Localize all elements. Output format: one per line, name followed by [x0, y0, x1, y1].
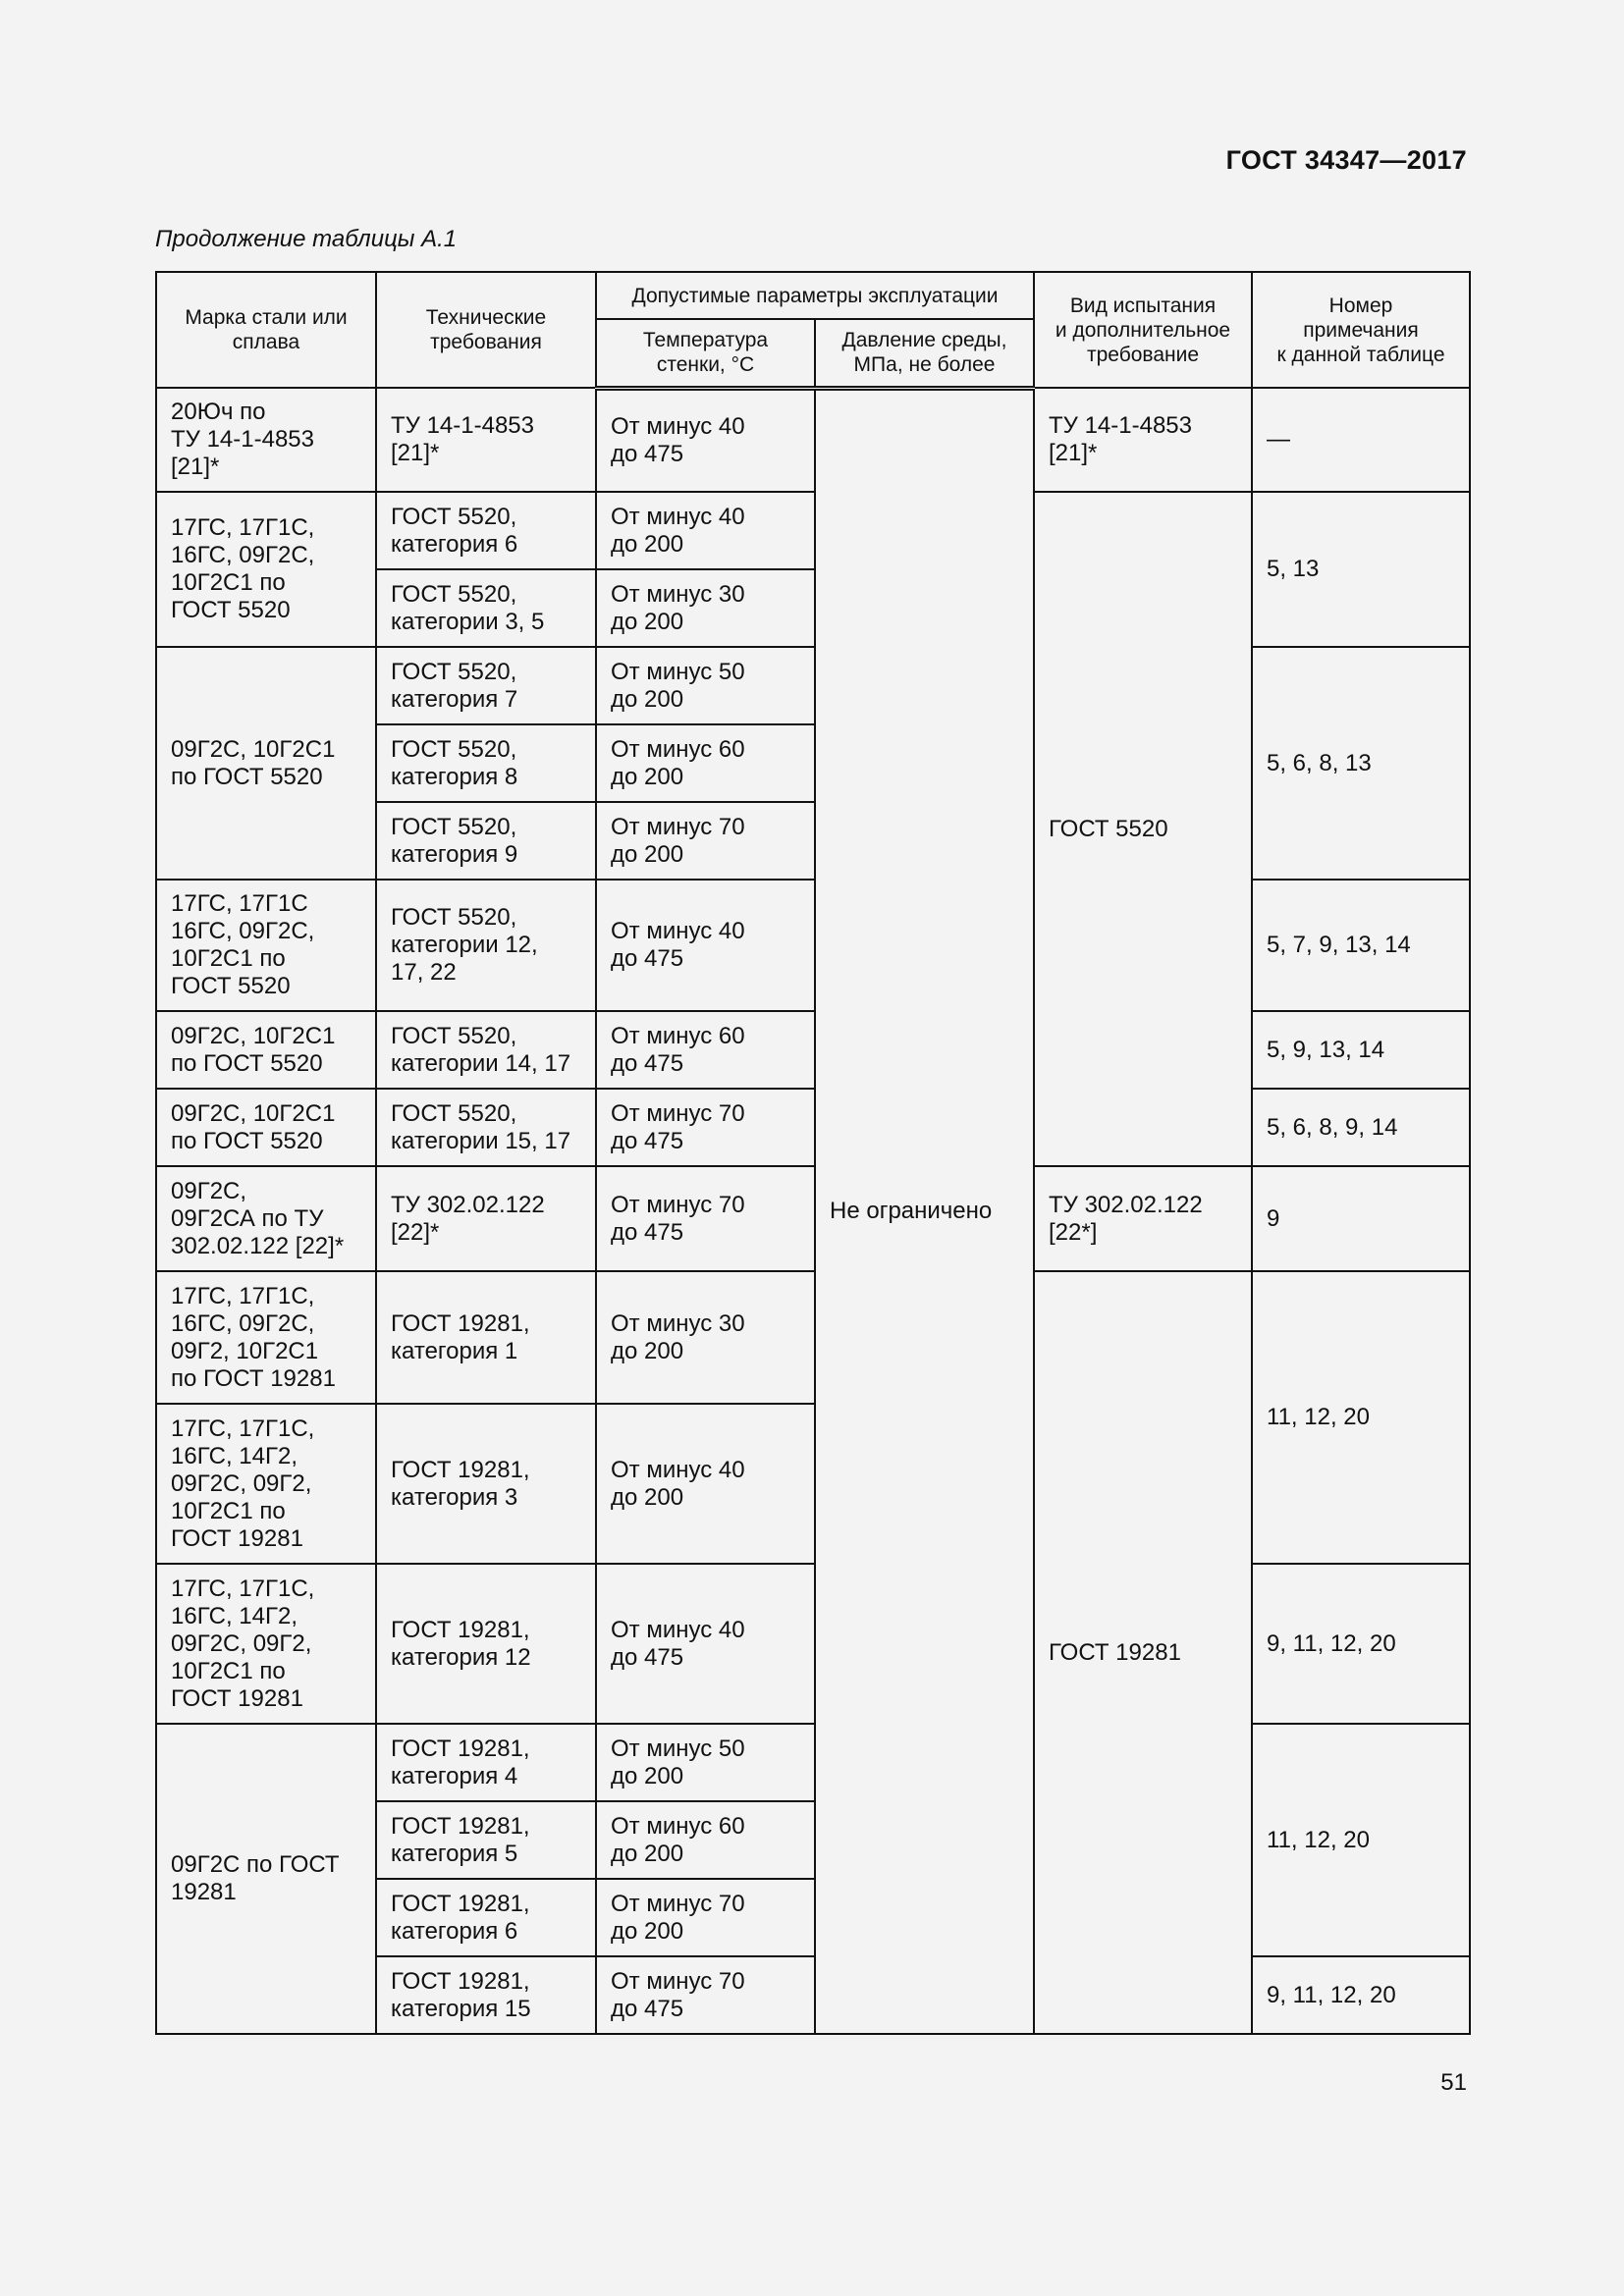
grade-cell: 17ГС, 17Г1С, 16ГС, 14Г2, 09Г2С, 09Г2, 10Г2С1 по ГОСТ 19281	[156, 1564, 376, 1724]
tech-cell: ГОСТ 19281, категория 6	[376, 1879, 596, 1956]
temp-cell: От минус 30 до 200	[596, 569, 815, 647]
table-row	[156, 1089, 1470, 1166]
tech-cell: ТУ 14-1-4853 [21]*	[376, 388, 596, 492]
pressure-cell: Не ограничено	[815, 388, 1034, 2034]
tech-cell: ГОСТ 5520, категории 14, 17	[376, 1011, 596, 1089]
note-cell: 5, 6, 8, 9, 14	[1252, 1089, 1470, 1166]
tech-cell: ГОСТ 19281, категория 15	[376, 1956, 596, 2034]
note-cell: 5, 13	[1252, 492, 1470, 647]
table-row	[156, 647, 1470, 724]
page-number: 51	[1440, 2069, 1467, 2096]
tech-cell: ГОСТ 19281, категория 3	[376, 1404, 596, 1564]
grade-cell: 09Г2С по ГОСТ 19281	[156, 1724, 376, 2034]
table-row	[156, 1271, 1470, 1404]
steel-grades-table	[155, 271, 1471, 2035]
tech-cell: ГОСТ 19281, категория 12	[376, 1564, 596, 1724]
note-cell: 5, 6, 8, 13	[1252, 647, 1470, 880]
table-row	[156, 492, 1470, 569]
temp-cell: От минус 70 до 475	[596, 1956, 815, 2034]
tech-cell: ТУ 302.02.122 [22]*	[376, 1166, 596, 1271]
grade-cell: 09Г2С, 10Г2С1 по ГОСТ 5520	[156, 1011, 376, 1089]
temp-cell: От минус 60 до 200	[596, 1801, 815, 1879]
temp-cell: От минус 60 до 475	[596, 1011, 815, 1089]
temp-cell: От минус 40 до 200	[596, 1404, 815, 1564]
note-cell: 9	[1252, 1166, 1470, 1271]
document-code: ГОСТ 34347—2017	[1225, 145, 1467, 175]
tech-cell: ГОСТ 5520, категория 7	[376, 647, 596, 724]
temp-cell: От минус 70 до 200	[596, 802, 815, 880]
header-note: Номер примечания к данной таблице	[1252, 272, 1470, 388]
temp-cell: От минус 60 до 200	[596, 724, 815, 802]
note-cell: 9, 11, 12, 20	[1252, 1956, 1470, 2034]
tech-cell: ГОСТ 5520, категории 15, 17	[376, 1089, 596, 1166]
temp-cell: От минус 70 до 200	[596, 1879, 815, 1956]
note-cell: 11, 12, 20	[1252, 1271, 1470, 1564]
temp-cell: От минус 40 до 200	[596, 492, 815, 569]
note-cell: 5, 7, 9, 13, 14	[1252, 880, 1470, 1011]
test-cell: ТУ 302.02.122 [22*]	[1034, 1166, 1252, 1271]
table-row	[156, 1011, 1470, 1089]
test-cell: ТУ 14-1-4853 [21]*	[1034, 388, 1252, 492]
table-row	[156, 1724, 1470, 1801]
note-cell: 9, 11, 12, 20	[1252, 1564, 1470, 1724]
table-row	[156, 880, 1470, 1011]
header-tech: Технические требования	[376, 272, 596, 388]
header-grade: Марка стали или сплава	[156, 272, 376, 388]
temp-cell: От минус 40 до 475	[596, 388, 815, 492]
temp-cell: От минус 30 до 200	[596, 1271, 815, 1404]
tech-cell: ГОСТ 5520, категория 6	[376, 492, 596, 569]
grade-cell: 09Г2С, 09Г2СА по ТУ 302.02.122 [22]*	[156, 1166, 376, 1271]
header-row	[156, 272, 1470, 319]
grade-cell: 09Г2С, 10Г2С1 по ГОСТ 5520	[156, 647, 376, 880]
grade-cell: 17ГС, 17Г1С 16ГС, 09Г2С, 10Г2С1 по ГОСТ 5520	[156, 880, 376, 1011]
tech-cell: ГОСТ 5520, категория 9	[376, 802, 596, 880]
temp-cell: От минус 40 до 475	[596, 880, 815, 1011]
temp-cell: От минус 40 до 475	[596, 1564, 815, 1724]
test-cell: ГОСТ 19281	[1034, 1271, 1252, 2034]
header-temp: Температура стенки, °С	[596, 319, 815, 388]
header-params-group: Допустимые параметры эксплуатации	[596, 272, 1034, 319]
table-caption: Продолжение таблицы А.1	[155, 226, 458, 252]
note-cell: 5, 9, 13, 14	[1252, 1011, 1470, 1089]
tech-cell: ГОСТ 5520, категория 8	[376, 724, 596, 802]
tech-cell: ГОСТ 5520, категории 12, 17, 22	[376, 880, 596, 1011]
temp-cell: От минус 70 до 475	[596, 1166, 815, 1271]
tech-cell: ГОСТ 19281, категория 5	[376, 1801, 596, 1879]
grade-cell: 17ГС, 17Г1С, 16ГС, 14Г2, 09Г2С, 09Г2, 10Г2С1 по ГОСТ 19281	[156, 1404, 376, 1564]
note-cell: 11, 12, 20	[1252, 1724, 1470, 1956]
temp-cell: От минус 50 до 200	[596, 647, 815, 724]
grade-cell: 09Г2С, 10Г2С1 по ГОСТ 5520	[156, 1089, 376, 1166]
table-row	[156, 388, 1470, 492]
temp-cell: От минус 50 до 200	[596, 1724, 815, 1801]
table-row	[156, 1564, 1470, 1724]
header-test: Вид испытания и дополнительное требование	[1034, 272, 1252, 388]
tech-cell: ГОСТ 19281, категория 1	[376, 1271, 596, 1404]
header-pressure: Давление среды, МПа, не более	[815, 319, 1034, 388]
grade-cell: 20Юч по ТУ 14-1-4853 [21]*	[156, 388, 376, 492]
tech-cell: ГОСТ 5520, категории 3, 5	[376, 569, 596, 647]
tech-cell: ГОСТ 19281, категория 4	[376, 1724, 596, 1801]
temp-cell: От минус 70 до 475	[596, 1089, 815, 1166]
grade-cell: 17ГС, 17Г1С, 16ГС, 09Г2С, 09Г2, 10Г2С1 по ГОСТ 19281	[156, 1271, 376, 1404]
table-row	[156, 1166, 1470, 1271]
grade-cell: 17ГС, 17Г1С, 16ГС, 09Г2С, 10Г2С1 по ГОСТ 5520	[156, 492, 376, 647]
note-cell: —	[1252, 388, 1470, 492]
test-cell: ГОСТ 5520	[1034, 492, 1252, 1166]
